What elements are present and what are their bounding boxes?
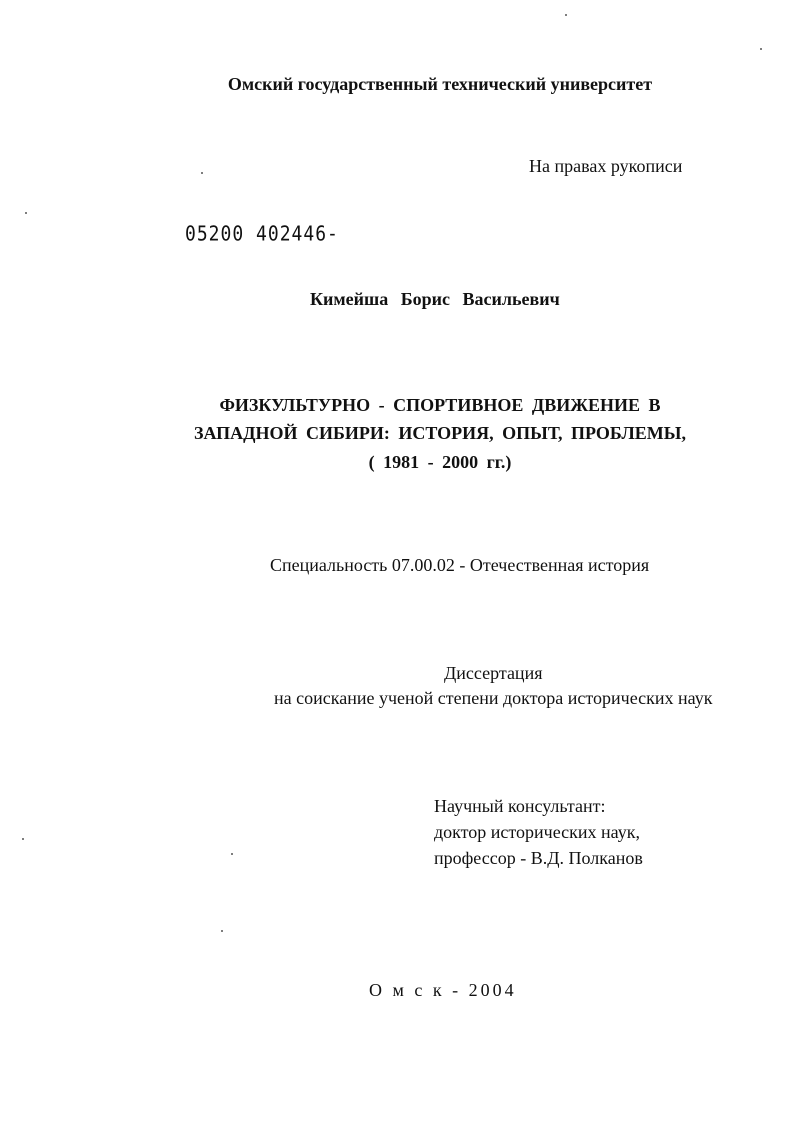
consultant-label: Научный консультант:: [434, 796, 606, 816]
scan-speck: [231, 853, 233, 855]
scan-speck: [25, 212, 27, 214]
scan-speck: [565, 14, 567, 16]
consultant-degree: доктор исторических наук,: [434, 822, 640, 842]
author-name: Кимейша Борис Васильевич: [310, 289, 560, 309]
manuscript-rights-note: На правах рукописи: [529, 156, 683, 176]
dissertation-title-line-3: ( 1981 - 2000 гг.): [368, 452, 512, 472]
dissertation-title-line-2: ЗАПАДНОЙ СИБИРИ: ИСТОРИЯ, ОПЫТ, ПРОБЛЕМЫ,: [194, 423, 686, 443]
specialty-line: Специальность 07.00.02 - Отечественная история: [270, 555, 650, 575]
scan-speck: [221, 930, 223, 932]
scan-speck: [201, 172, 203, 174]
dissertation-type: Диссертация: [444, 663, 543, 683]
scan-speck: [760, 48, 762, 50]
registration-code: 05200 402446-: [185, 222, 339, 247]
university-name: Омский государственный технический университет: [227, 74, 653, 94]
dissertation-degree: на соискание ученой степени доктора исторических наук: [274, 688, 713, 708]
dissertation-title-line-1: ФИЗКУЛЬТУРНО - СПОРТИВНОЕ ДВИЖЕНИЕ В: [219, 395, 661, 415]
city-year: О м с к - 2004: [369, 980, 517, 1000]
scan-speck: [22, 838, 24, 840]
consultant-name: профессор - В.Д. Полканов: [434, 848, 643, 868]
